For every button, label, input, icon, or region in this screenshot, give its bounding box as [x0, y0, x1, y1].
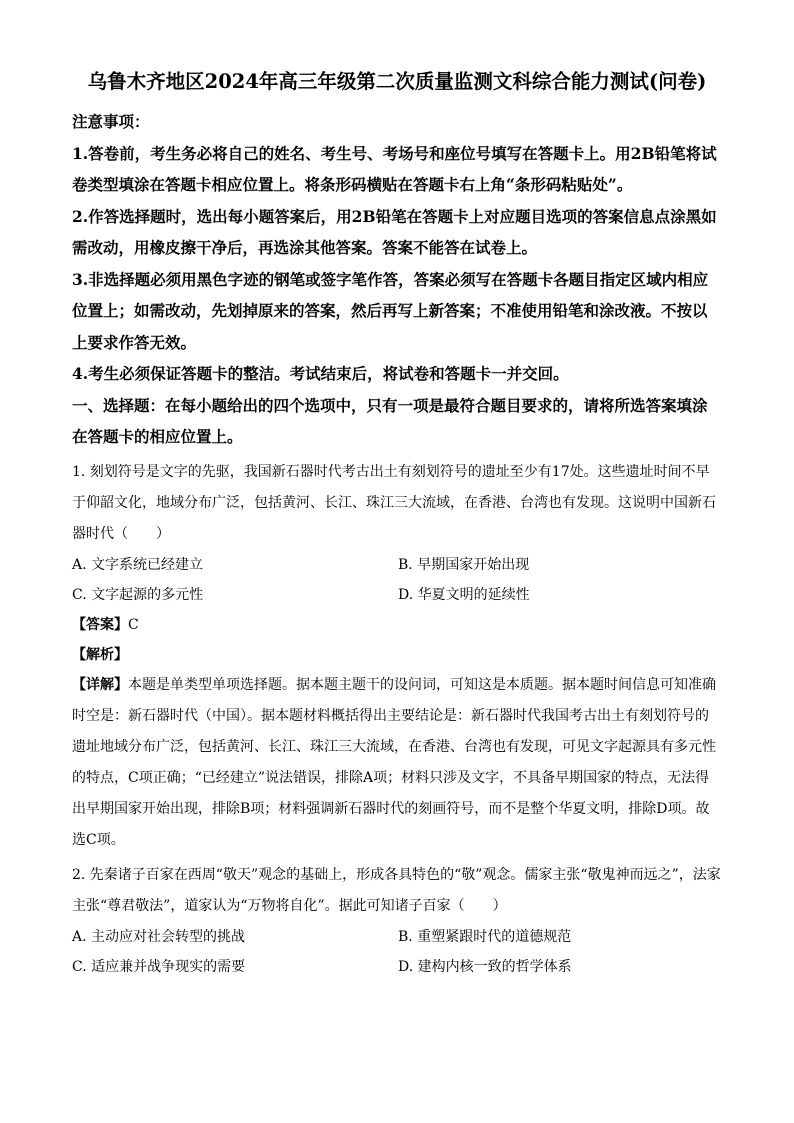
- option-d: D. 华夏文明的延续性: [398, 586, 530, 603]
- option-a: A. 文字系统已经建立: [72, 556, 204, 573]
- options-grid: [72, 922, 722, 982]
- option-c: C. 文字起源的多元性: [72, 586, 204, 603]
- answer-label: 【答案】: [72, 616, 128, 633]
- answer-value: C: [128, 616, 139, 633]
- option-b: B. 重塑紧跟时代的道德规范: [398, 928, 572, 945]
- analysis-label: 【解析】: [72, 646, 128, 663]
- detail-text: 本题是单类型单项选择题。据本题主题干的设问词，可知这是本质题。据本题时间信息可知准确时空是：新石器时代（中国）。据本题材料概括得出主要结论是：新石器时代我国考古出土有刻划符号的遗址地域分布广泛，包括黄河、长江、珠江三大流域，在香港、台湾也有发现，可见文字起源具有多元性的特点，C项正确；“已经建立”说法错误，排除A项；材料只涉及文字，不具备早期国家的特点，无法得出早期国家开始出现，排除B项；材料强调新石器时代的刻画符号，而不是整个华夏文明，排除D项。故选C项。: [72, 676, 716, 848]
- detail-paragraph: [72, 670, 722, 856]
- note-item: 1.答卷前，考生务必将自己的姓名、考生号、考场号和座位号填写在答题卡上。用2B铅笔将试卷类型填涂在答题卡相应位置上。将条形码横贴在答题卡右上角“条形码粘贴处”。: [72, 143, 717, 194]
- question-2: [72, 860, 722, 982]
- detail-label: 【详解】: [72, 676, 128, 693]
- option-a: A. 主动应对社会转型的挑战: [72, 928, 246, 945]
- section-heading: 一、选择题：在每小题给出的四个选项中，只有一项是最符合题目要求的，请将所选答案填涂在答题卡的相应位置上。: [72, 395, 708, 446]
- page-title: 乌鲁木齐地区2024年高三年级第二次质量监测文科综合能力测试(问卷): [87, 70, 707, 93]
- option-b: B. 早期国家开始出现: [398, 556, 530, 573]
- analysis-line: [72, 640, 722, 670]
- option-d: D. 建构内核一致的哲学体系: [398, 958, 572, 975]
- question-1: [72, 457, 722, 856]
- options-grid: [72, 550, 722, 610]
- exam-page: [72, 60, 722, 982]
- note-item: 4.考生必须保证答题卡的整洁。考试结束后，将试卷和答题卡一并交回。: [72, 364, 569, 383]
- question-stem: 1. 刻划符号是文字的先驱，我国新石器时代考古出土有刻划符号的遗址至少有17处。这些遗址时间不早于仰韶文化，地域分布广泛，包括黄河、长江、珠江三大流域，在香港、台湾也有发现。这说明中国新石器时代（ ）: [72, 463, 716, 542]
- question-stem: 2. 先秦诸子百家在西周“敬天”观念的基础上，形成各具特色的“敬”观念。儒家主张“敬鬼神而远之”，法家主张“尊君敬法”，道家认为“万物将自化”。据此可知诸子百家（ ）: [72, 866, 721, 914]
- answer-line: [72, 610, 722, 640]
- note-item: 2.作答选择题时，选出每小题答案后，用2B铅笔在答题卡上对应题目选项的答案信息点涂黑如需改动，用橡皮擦干净后，再选涂其他答案。答案不能答在试卷上。: [72, 206, 717, 257]
- option-c: C. 适应兼并战争现实的需要: [72, 958, 246, 975]
- note-item: 3.非选择题必须用黑色字迹的钢笔或签字笔作答，答案必须写在答题卡各题目指定区域内相应位置上；如需改动，先划掉原来的答案，然后再写上新答案；不准使用铅笔和涂改液。不按以上要求作答无效。: [72, 269, 709, 352]
- notes-heading: 注意事项：: [72, 112, 150, 131]
- notes-block: [72, 106, 722, 390]
